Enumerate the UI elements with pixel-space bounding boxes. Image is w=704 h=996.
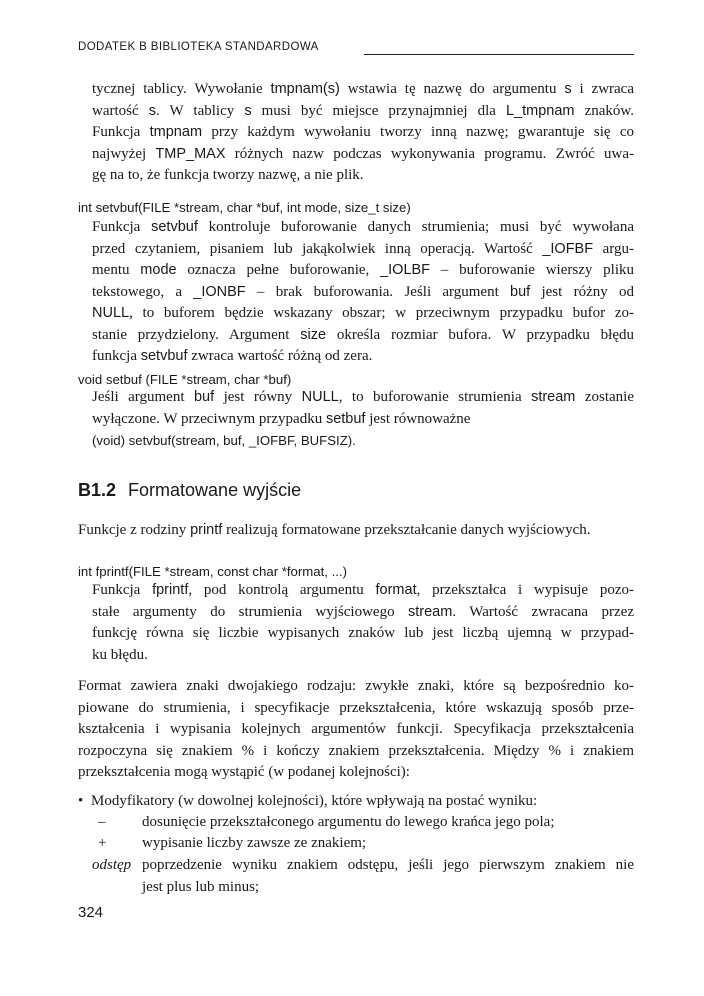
text-line: Funkcja fprintf, pod kontrolą argumentu format, przekształca i wypisuje pozo- (92, 582, 634, 598)
setbuf-signature: void setbuf (FILE *stream, char *buf) (78, 372, 292, 387)
running-head (78, 41, 634, 61)
text-line: gę na to, że funkcja tworzy nazwę, a nie plik. (92, 167, 364, 183)
modifier-description: dosunięcie przekształconego argumentu do lewego krańca jego pola; (142, 814, 555, 830)
text-line: rozpoczyna się znakiem % i kończy znakiem przekształcenia. Między % i znakiem (78, 742, 634, 759)
setvbuf-signature: int setvbuf(FILE *stream, char *buf, int mode, size_t size) (78, 200, 411, 215)
text-line: ku błędu. (92, 646, 148, 663)
setvbuf-description (92, 217, 634, 368)
running-head-rule (364, 54, 634, 55)
text-line: wartość s. W tablicy s musi być miejsce przynajmniej dla L_tmpnam znaków. (92, 102, 634, 119)
section-number: B1.2 (78, 480, 117, 500)
format-paragraph (78, 676, 634, 784)
text-line: Format zawiera znaki dwojakiego rodzaju: zwykłe znaki, które są bezpośrednio ko- (78, 678, 634, 694)
text-line: piowane do strumienia, i specyfikacje przekształcenia, które wskazują sposób prze- (78, 699, 634, 716)
bullet-icon: • (78, 793, 84, 809)
text-line: Jeśli argument buf jest równy NULL, to buforowanie strumienia stream zostanie (92, 389, 634, 405)
modifier-description: poprzedzenie wyniku znakiem odstępu, jeśli jego pierwszym znakiem nie jest plus lub minus; (142, 857, 634, 895)
modifier-item (92, 855, 634, 899)
text-line: najwyżej TMP_MAX różnych nazw podczas wykonywania programu. Zwróć uwa- (92, 145, 635, 162)
section-heading (78, 480, 301, 501)
text-line: przed czytaniem, pisaniem lub jakąkolwiek inną operacją. Wartość _IOFBF argu- (92, 240, 634, 257)
section-title: Formatowane wyjście (128, 480, 302, 500)
page-number: 324 (78, 904, 104, 921)
code-line: (void) setvbuf(stream, buf, _IOFBF, BUFSIZ). (92, 433, 356, 448)
text-line: stałe argumenty do strumienia wyjściowego stream. Wartość zwracana przez (92, 603, 634, 620)
text-line: tycznej tablicy. Wywołanie tmpnam(s) wstawia tę nazwę do argumentu s i zwraca (92, 81, 634, 97)
text-line: Funkcje z rodziny printf realizują formatowane przekształcanie danych wyjściowych. (78, 522, 591, 538)
intro-paragraph (78, 520, 634, 542)
text-line: funkcję równa się liczbie wypisanych znaków lub jest liczbą ujemną w przypad- (92, 625, 634, 641)
text-line: przekształcenia mogą wystąpić (w podanej kolejności): (78, 764, 410, 780)
text-line: Funkcja tmpnam przy każdym wywołaniu tworzy inną nazwę; gwarantuje się co (92, 124, 635, 140)
text-line: tekstowego, a _IONBF – brak buforowania. Jeśli argument buf jest różny od (92, 283, 634, 300)
fprintf-description (92, 580, 634, 666)
setbuf-description (92, 387, 634, 452)
text-line: mentu mode oznacza pełne buforowanie, _IOLBF – buforowanie wierszy pliku (92, 262, 635, 278)
modifier-key: – (98, 814, 106, 830)
text-line: wyłączone. W przeciwnym przypadku setbuf jest równoważne (92, 410, 471, 427)
running-head-title: DODATEK B BIBLIOTEKA STANDARDOWA (78, 41, 319, 53)
text-line: kształcenia i wypisania kolejnych argumentów funkcji. Specyfikacja przekształcenia (78, 721, 634, 737)
text-line: funkcja setvbuf zwraca wartość różną od zera. (92, 348, 373, 364)
fprintf-signature: int fprintf(FILE *stream, const char *format, ...) (78, 564, 347, 579)
bullet-text: Modyfikatory (w dowolnej kolejności), które wpływają na postać wyniku: (91, 793, 538, 809)
text-line: stanie przydzielony. Argument size określa rozmiar bufora. W przypadku błędu (92, 326, 635, 343)
modifier-key: odstęp (92, 857, 132, 873)
modifier-description: wypisanie liczby zawsze ze znakiem; (142, 835, 367, 851)
modifier-key: + (98, 835, 107, 851)
text-line: Funkcja setvbuf kontroluje buforowanie danych strumienia; musi być wywołana (92, 219, 634, 235)
tmpnam-paragraph (92, 79, 634, 187)
bullet-item (78, 791, 537, 813)
text-line: NULL, to buforem będzie wskazany obszar; w przeciwnym przypadku bufor zo- (92, 305, 634, 321)
